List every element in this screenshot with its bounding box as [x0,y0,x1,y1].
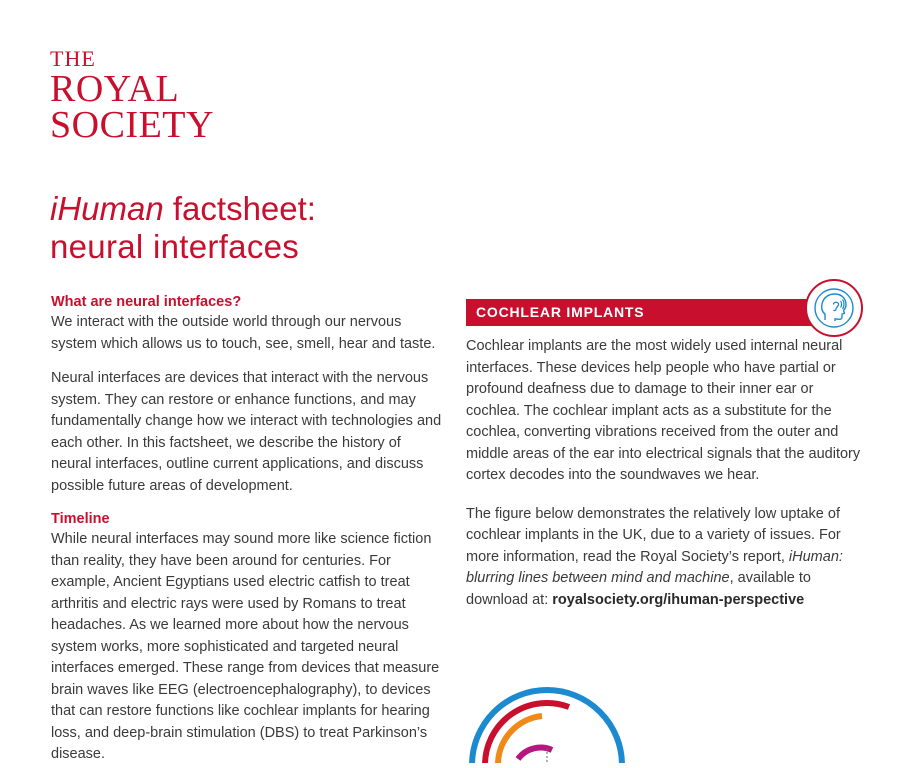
paragraph-cochlear-description: Cochlear implants are the most widely used internal neural interfaces. These devices help people who have partial or profound deafness due to damage to their inner ear or cochlea. The cochlear implant acts as a substitute for the cochlea, converting vibrations received from the outer and middle areas of the ear into electrical signals that the auditory cortex decodes into the soundwaves we hear. [466,338,861,483]
title-rest: factsheet: [163,190,316,227]
section-heading-neural-interfaces: What are neural interfaces? [51,294,242,310]
logo-line-society: SOCIETY [50,104,214,146]
head-ear-icon-graphic [813,287,855,329]
title-line-1 [50,190,316,228]
head-ear-icon [805,279,863,337]
report-link[interactable]: royalsociety.org/ihuman-perspective [552,591,805,608]
paragraph-intro: We interact with the outside world through our nervous system which allows us to touch, see, smell, hear and taste. [51,314,436,352]
figure-intro-text-2: , available to download at: [466,570,811,608]
title-italic: iHuman [50,190,164,227]
figure-intro-text: The figure below demonstrates the relatively low uptake of cochlear implants in the UK, due to a variety of issues. For more information, read the Royal Society’s report, [466,505,841,565]
paragraph-definition: Neural interfaces are devices that interact with the nervous system. They can restore or enhance functions, and may fundamentally change how we interact with technologies and each other. In this factsheet, we describe the history of neural interfaces, outline current applications, and discuss possible future areas of development. [51,370,442,494]
paragraph-timeline: While neural interfaces may sound more like science fiction than reality, they have been around for centuries. For example, Ancient Egyptians used electric catfish to treat arthritis and electric rays were used by Romans to treat headaches. As we learned more about how the nervous system works, more sophisticated and targeted neural interfaces emerged. These range from devices that measure brain waves like EEG (electroencephalography), to devices that can restore functions like cochlear implants for hearing loss, and deep-brain stimulation (DBS) to treat Parkinson’s disease. [51,531,440,762]
left-column [51,292,443,766]
title-line-2: neural interfaces [50,228,300,265]
royal-society-logo [50,46,214,146]
cochlear-implants-banner: COCHLEAR IMPLANTS [466,299,834,326]
right-column [466,336,866,611]
uptake-rings [466,650,636,763]
page-title [50,190,316,266]
cochlear-uptake-figure [466,650,636,763]
paragraph-figure-intro [466,504,866,612]
logo-line-the: THE [50,46,96,71]
logo-line-royal: ROYAL [50,68,180,110]
report-title: iHuman: blurring lines between mind and machine [466,548,843,586]
section-heading-timeline: Timeline [51,511,110,527]
